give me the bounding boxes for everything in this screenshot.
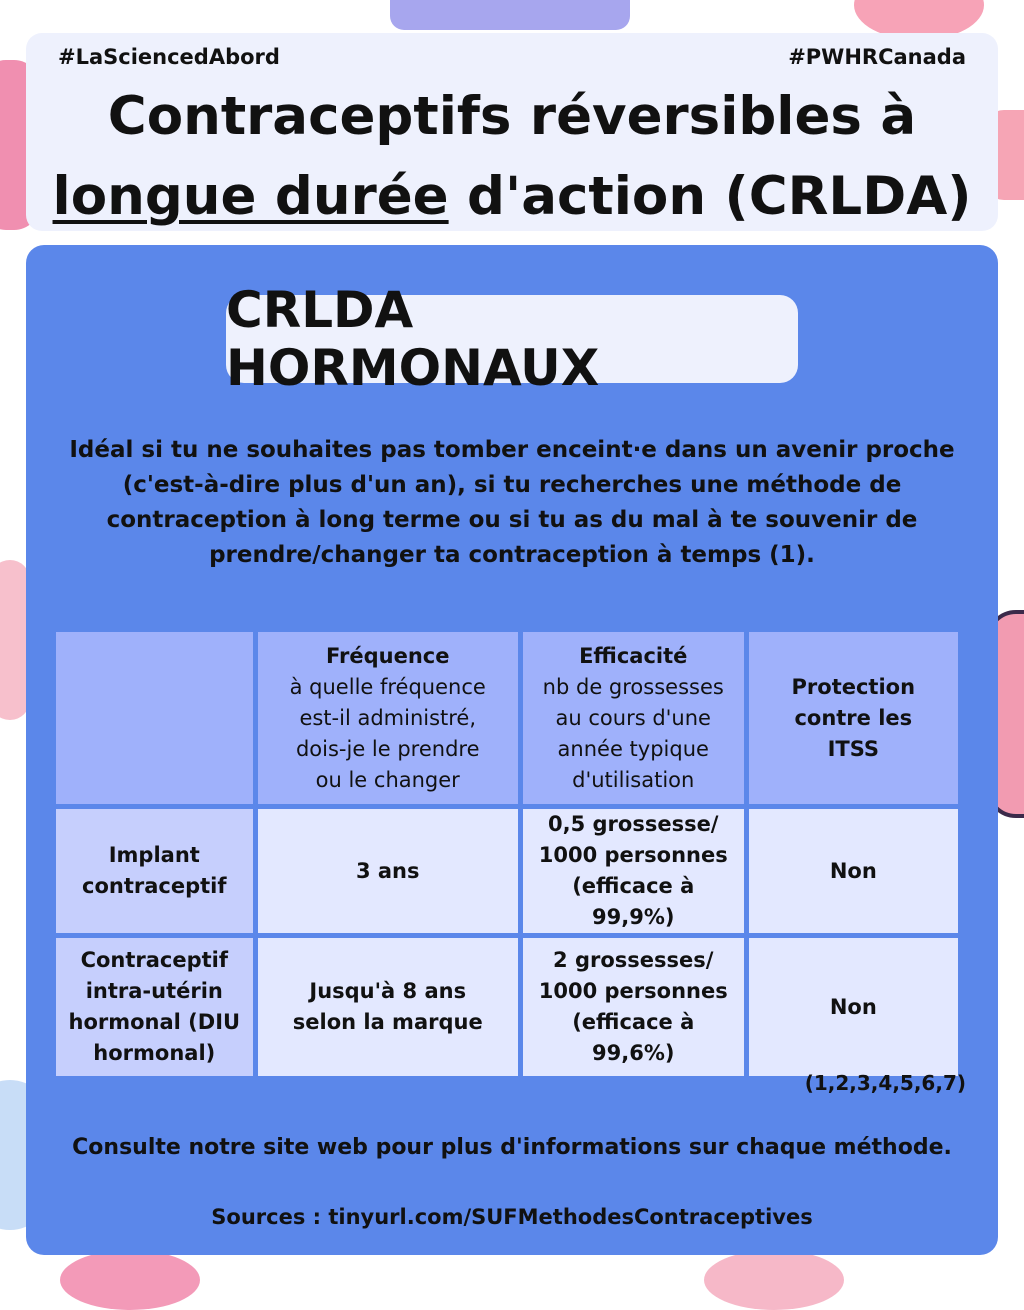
consult-text: Consulte notre site web pour plus d'informations sur chaque méthode. — [72, 1135, 952, 1160]
calendar-decoration — [390, 0, 630, 30]
methods-table — [51, 627, 963, 1081]
hashtag-left: #LaSciencedAbord — [58, 45, 280, 69]
references: (1,2,3,4,5,6,7) — [804, 1071, 966, 1095]
protection-cell: Non — [749, 809, 958, 933]
header-cell-efficacy — [523, 632, 744, 804]
frequency-cell: Jusqu'à 8 ans selon la marque — [258, 938, 518, 1076]
header-title: Fréquence — [326, 643, 450, 668]
title-underlined: longue durée — [52, 166, 449, 227]
method-cell: Implant contraceptif — [56, 809, 253, 933]
header-cell-empty — [56, 632, 253, 804]
hashtag-right: #PWHRCanada — [788, 45, 966, 69]
table-row — [56, 938, 958, 1076]
efficacy-cell: 0,5 grossesse/ 1000 personnes (efficace à 99,9%) — [523, 809, 744, 933]
frequency-cell: 3 ans — [258, 809, 518, 933]
page-title — [26, 77, 998, 237]
table-row — [56, 809, 958, 933]
title-line-1: Contraceptifs réversibles à — [107, 86, 917, 147]
title-line-2: d'action (CRLDA) — [448, 166, 972, 227]
header-cell-protection — [749, 632, 958, 804]
content-panel — [26, 245, 998, 1255]
header-subtitle: à quelle fréquence est-il administré, dois-je le prendre ou le changer — [289, 674, 486, 792]
header-subtitle: nb de grossesses au cours d'une année typique d'utilisation — [542, 674, 724, 792]
method-cell: Contraceptif intra-utérin hormonal (DIU hormonal) — [56, 938, 253, 1076]
header-cell-frequency — [258, 632, 518, 804]
table-header-row — [56, 632, 958, 804]
protection-cell: Non — [749, 938, 958, 1076]
header-title: Protection contre les ITSS — [791, 674, 916, 761]
bottom-decoration — [704, 1250, 844, 1310]
header-card — [26, 33, 998, 231]
intro-text: Idéal si tu ne souhaites pas tomber enceint·e dans un avenir proche (c'est-à-dire plus d'un an), si tu recherches une méthode de contraception à long terme ou si tu as du mal à te souvenir de prendre/changer ta contraception à temps (1). — [69, 437, 955, 568]
section-title: CRLDA HORMONAUX — [226, 295, 798, 383]
sources-link[interactable]: Sources : tinyurl.com/SUFMethodesContraceptives — [211, 1205, 813, 1229]
bottom-decoration — [60, 1250, 200, 1310]
header-title: Efficacité — [579, 643, 688, 668]
efficacy-cell: 2 grossesses/ 1000 personnes (efficace à 99,6%) — [523, 938, 744, 1076]
